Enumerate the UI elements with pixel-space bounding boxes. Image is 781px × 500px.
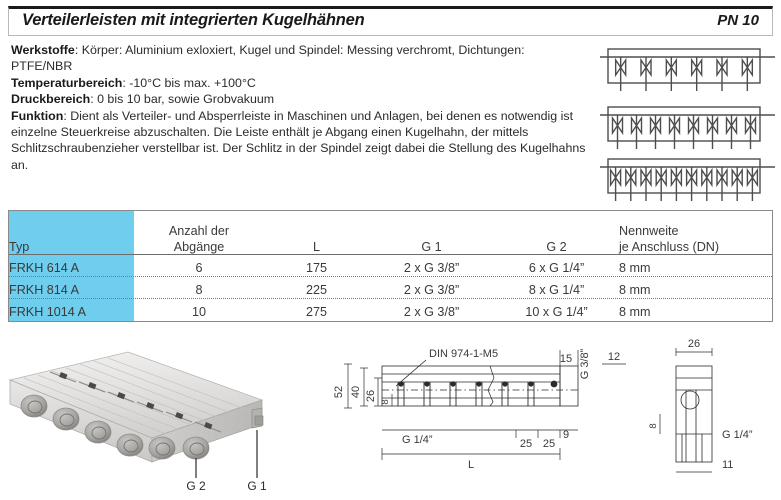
col-header-dn-line1: Nennweite (619, 224, 679, 238)
dim-12: 12 (607, 351, 621, 363)
product-photo-svg (0, 338, 320, 500)
spec-funktion (11, 108, 587, 174)
spec-werkstoffe (11, 42, 587, 75)
table-row (9, 301, 772, 323)
col-header-dn (619, 211, 772, 257)
cell-g1: 2 x G 3/8” (403, 261, 460, 275)
label-g-quarter-right: G 1/4” (722, 429, 753, 441)
specification-table (8, 210, 773, 322)
spec-druck-label: Druckbereich (11, 92, 91, 107)
dim-25-b: 25 (542, 438, 556, 450)
dim-52: 52 (333, 385, 345, 399)
col-header-g1-line2: G 1 (421, 240, 442, 254)
cell-anzahl: 6 (195, 261, 203, 275)
spec-funktion-value: : Dient als Verteiler- und Absperrleiste in Maschinen und Anlagen, bei denen es notwendig ist einzelne Steuerkreise abzuschalten. Die Leiste enthält je Abgang einen Kugelhahn, der mittels Schlitzschraubenzieher verstellbar ist. Der Schlitz in der Spindel zeigt dabei die Stellung des Kugelhahns an. (11, 108, 586, 172)
cell-dn: 8 mm (619, 261, 651, 275)
label-g-threeeight: G 3/8” (579, 348, 591, 380)
schematic-6-svg (600, 45, 775, 93)
dim-26-left: 26 (365, 389, 377, 403)
col-header-anzahl (134, 211, 264, 257)
dim-8-right: 8 (648, 423, 659, 429)
spec-temperatur (11, 75, 587, 91)
cell-l: 175 (305, 261, 327, 275)
spec-werkstoffe-value: : Körper: Aluminium exloxiert, Kugel und Spindel: Messing verchromt, Dichtungen: PTFE/NBR (11, 43, 525, 74)
col-header-anzahl-line1: Anzahl der (168, 224, 230, 238)
spec-druck (11, 91, 587, 107)
cell-dn: 8 mm (619, 283, 651, 297)
dim-9: 9 (562, 429, 570, 441)
col-header-g1 (369, 211, 494, 257)
dim-40: 40 (350, 385, 362, 399)
col-header-l-line2: L (312, 240, 320, 254)
table-row (9, 279, 772, 301)
col-header-typ-line2: Typ (9, 240, 30, 254)
manifold-inlet-fitting (252, 408, 263, 428)
schematic-10-svg (600, 155, 775, 203)
drawing-dimension-lines (344, 348, 712, 472)
schematic-6-outlets (600, 45, 775, 93)
col-header-g2 (494, 211, 619, 257)
cell-l: 275 (305, 305, 327, 319)
cell-l: 225 (305, 283, 327, 297)
label-g-quarter: G 1/4” (402, 434, 433, 446)
cell-typ: FRKH 614 A (9, 261, 79, 275)
cell-g2: 10 x G 1/4” (525, 305, 588, 319)
technical-drawing (330, 338, 781, 500)
cell-typ: FRKH 1014 A (9, 305, 87, 319)
spec-temperatur-value: : -10°C bis max. +100°C (122, 75, 256, 90)
col-header-dn-line2: je Anschluss (DN) (619, 240, 720, 254)
schematic-8-svg (600, 103, 775, 151)
dim-11: 11 (722, 459, 734, 471)
col-header-anzahl-line2: Abgänge (173, 240, 225, 254)
spec-funktion-label: Funktion (11, 108, 64, 123)
spec-druck-value: : 0 bis 10 bar, sowie Grobvakuum (90, 92, 275, 107)
callout-label-g1: G 1 (247, 479, 267, 493)
table (9, 211, 772, 323)
cell-anzahl: 10 (191, 305, 206, 319)
dim-8-left: 8 (380, 399, 391, 405)
dim-26-right: 26 (687, 338, 701, 350)
product-photo (0, 338, 320, 500)
cell-g1: 2 x G 3/8” (403, 283, 460, 297)
spec-temperatur-label: Temperaturbereich (11, 75, 123, 90)
spec-werkstoffe-label: Werkstoffe (11, 43, 75, 57)
technical-drawing-svg (330, 338, 781, 500)
schematic-8-outlets (600, 103, 775, 151)
col-header-l (264, 211, 369, 257)
col-header-typ (9, 211, 134, 257)
dim-length: L (467, 459, 475, 471)
dim-15: 15 (559, 353, 573, 365)
page-title: Verteilerleisten mit integrierten Kugelhähnen (22, 11, 365, 29)
specification-text (11, 42, 587, 173)
table-row (9, 257, 772, 279)
schematic-10-outlets (600, 155, 775, 203)
dim-25-a: 25 (519, 438, 533, 450)
cell-g2: 8 x G 1/4” (528, 283, 585, 297)
col-header-g2-line2: G 2 (546, 240, 567, 254)
pressure-rating-badge: PN 10 (717, 12, 759, 29)
cell-typ: FRKH 814 A (9, 283, 79, 297)
cell-dn: 8 mm (619, 305, 651, 319)
cell-g2: 6 x G 1/4” (528, 261, 585, 275)
cell-anzahl: 8 (195, 283, 203, 297)
label-din: DIN 974-1-M5 (429, 348, 499, 360)
cell-g1: 2 x G 3/8” (403, 305, 460, 319)
callout-label-g2: G 2 (186, 479, 206, 493)
table-header-row (9, 211, 772, 257)
